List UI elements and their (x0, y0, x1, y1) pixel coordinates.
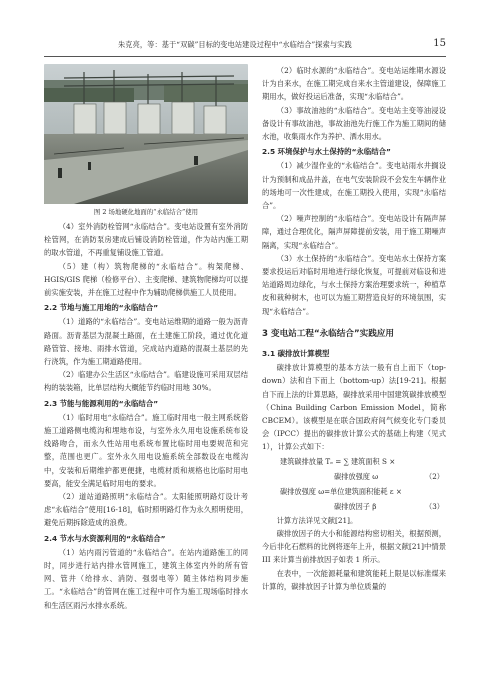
formula-2-continued (262, 499, 446, 514)
paragraph: （1）减少湿作业的“永临结合”。变电站雨水井搁设计为预制和成品井盖，在电气安装阶段不会发生车辆作业的场地可一次性建成，在施工期投入使用，实现“永临结合”。 (262, 161, 446, 211)
formula-2-text: 碳排放强度 ω=单位建筑面积能耗 ε × (280, 486, 402, 496)
page-header (44, 40, 446, 54)
left-column (44, 64, 248, 612)
section-heading: 2.5 环境保护与水土保持的“永临结合” (262, 147, 391, 157)
paragraph: 碳排放因子的大小和能源结构密切相关，根据预测，今后非化石燃料的比例将逐年上升，根据文献[21]中情景 III 来计算当前排放因子如表 1 所示。 (262, 528, 446, 565)
paragraph: （5）建（构）筑物爬梯的“永临结合”。构架爬梯、HGIS/GIS 爬梯（检修平台）、主变爬梯、建筑物爬梯均可以提前实施安装，并在施工过程中作为辅助爬梯供施工人员使用。 (44, 261, 248, 298)
formula-1-continued (262, 469, 446, 484)
page-number: 15 (433, 38, 446, 49)
paragraph: （4）室外消防栓管网“永临结合”。变电站设置有室外消防栓管网，在消防泵房建成后铺设消防栓管道，作为站内施工期的取水管道，不再重复铺设施工管道。 (44, 222, 248, 258)
formula-2 (262, 484, 446, 499)
formula-1-cont: 碳排放强度 ω (334, 471, 379, 481)
header-rule (44, 56, 446, 57)
formula-1-text: 建筑碳排放量 Tₑ = ∑ 建筑面积 S × (280, 456, 396, 466)
site-photo-figure (44, 64, 248, 204)
formula-number: （3） (425, 501, 444, 511)
paragraph: （2）临建办公生活区“永临结合”。临建设施可采用双层结构的装装箱，比单层结构大概能节约临时用地 30%。 (44, 370, 248, 393)
running-head: 朱克亮，等：基于“双碳”目标的变电站建设过程中“水临结合”探索与实践 (118, 40, 352, 49)
paragraph: （2）临时水源的“永临结合”。变电站运维期水源设计为自来水，在施工期完成自来水主管道建设，保障施工期用水，做好投运后准备，实现“永临结合”。 (262, 66, 446, 102)
paragraph: （2）道站道路照明“永临结合”。太阳能照明路灯设计考虑“永临结合”使用[16-18]，临时照明路灯作为永久照明使用，避免后期拆除造成的浪费。 (44, 492, 248, 528)
formula-1 (262, 454, 446, 469)
section-heading: 3.1 碳排放计算模型 (262, 349, 330, 359)
paragraph: （2）噪声控制的“永临结合”。变电站设计有隔声屏障，通过合理优化，隔声屏障提前安装，用于施工期噪声隔离，实现“永临结合”。 (262, 214, 446, 250)
paragraph: （1）站内雨污管道的“永临结合”。在站内道路施工的同时，同步进行站内排水管网施工，建筑主体室内外的所有管网、管井（给排水、消防、强弱电等）随主体结构同步施工。“永临结合”的管网在施工过程中可作为施工现场临时排水和生活区雨污水排水系统。 (44, 547, 248, 610)
paragraph: 在表中，一次能源耗量和建筑能耗上限是以标准煤来计算的，碳排放因子计算为单位质量的 (262, 568, 446, 591)
section-heading: 2.4 节水与水资源利用的“永临结合” (44, 533, 166, 543)
formula-number: （2） (425, 471, 444, 481)
site-photo (44, 64, 248, 204)
paragraph: （1）临时用电“永临结合”。施工临时用电一般主网系统俗施工道路侧电缆沟和埋地布设，与室外永久用电设施系统布设线路吻合，而永久性站用电系统布置比临时用电要规范和完整，范围也更广。室外永久用电设施系统全部数设在电缆沟中，安装和后期维护都更便捷，电缆材质和规格也比临时用电要高，能安全满足临时用电的要求。 (44, 412, 248, 488)
section-heading: 2.2 节地与施工用地的“永临结合” (44, 303, 159, 313)
chapter-heading: 3 变电站工程“永临结合”实践应用 (262, 328, 394, 339)
paragraph: 计算方法详见文献[21]。 (276, 515, 358, 525)
section-heading: 2.3 节能与能源利用的“永临结合” (44, 398, 159, 408)
figure-caption: 图 2 场地硬化地面的“永临结合”使用 (93, 208, 199, 216)
paragraph: （3）水土保持的“永临结合”。变电站水土保持方案要求投运后对临时用地进行绿化恢复，可提前对临设和进站道路周边绿化，与水土保持方案治理要求统一，种植草皮和栽种树木，也可以为施工期营造良好的环境氛围，实现“永临结合”。 (262, 253, 446, 316)
paragraph: （1）道路的“永临结合”。变电站运维期的道路一般为沥青路面。沥青基层为混凝土路面，在土建施工阶段，通过优化道路管管、接地、雨排水管道，完成站内道路的混凝土基层的先行浇筑，作为施工期道路使用。 (44, 317, 248, 367)
paragraph: （3）事故油池的“永临结合”。变电站主变等油浸设备设计有事故油池，事故油池先行施工作为施工期间的储水池，收集雨水作为养护、洒水用水。 (262, 105, 446, 142)
formula-2-cont: 碳排放因子 β (334, 501, 377, 511)
paragraph: 碳排放计算模型的基本方法一般有自上而下（top-down）法和自下而上（bottom-up）法[19-21]。根据自下而上法的计算思路，碳排放采用中国建筑碳排放模型（China Building Carbon Emission Model，简称 CBCEM）。该模型是在联合国政府间气候变化专门委员会（IPCC）提出的碳排放计算公式的基础上构建（见式 1），计算公式如下： (262, 363, 446, 452)
right-column (262, 64, 446, 593)
